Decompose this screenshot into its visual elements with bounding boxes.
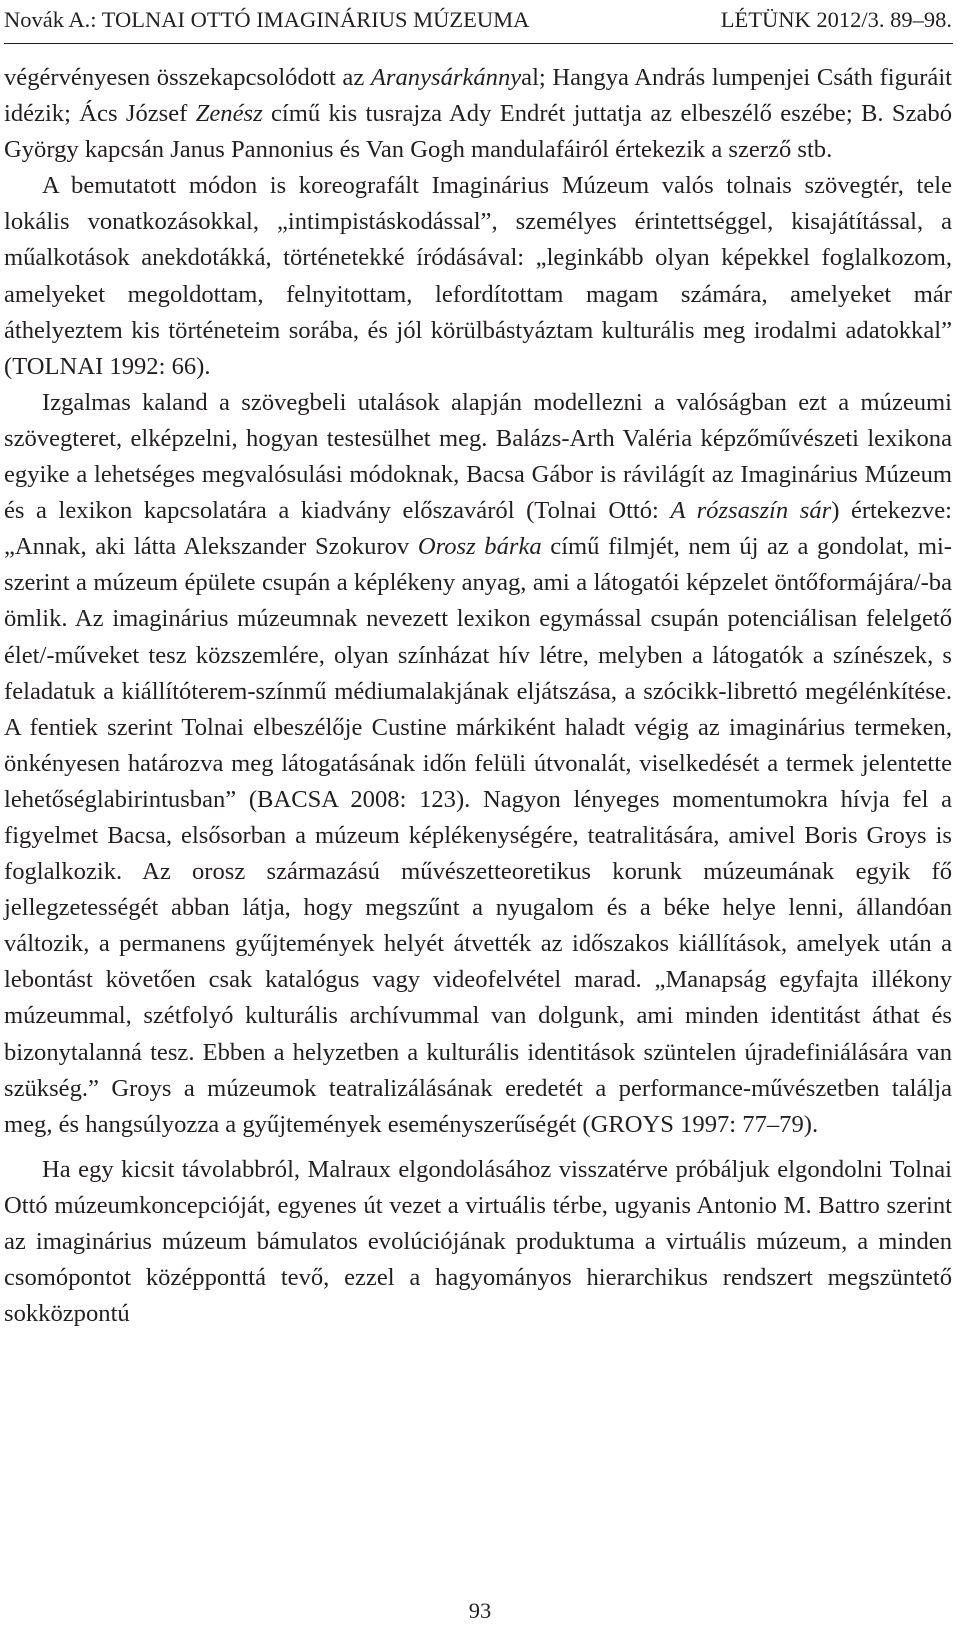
text-run: ) értekezve: „Annak, aki látta Alekszander Szokurov [4,497,952,561]
text-run: Ha egy kicsit távolabbról, Malraux elgondolásához visszatérve próbáljuk elgondolni Tolnai Ottó múzeumkoncepcióját, egyenes út vezet a virtuális térbe, ugyanis Antonio M. Battro szerint az imaginárius múzeum bámulatos evolúciójának produktuma a virtuális múzeum, a minden csomópontot középponttá tevő, ezzel a hagyományos hierarchikus rendszert megszüntető sokközpontú [4,1155,952,1328]
paragraph [4,1152,952,1332]
running-head-journal-ref: LÉTÜNK 2012/3. 89–98. [720,7,952,32]
italic-title: Zenész [195,100,263,128]
header-rule [4,43,953,44]
text-run: al; Hangya András lumpenjei Csáth figuráit idézik; Ács József [4,64,952,128]
body-text [4,60,952,1332]
page-number: 93 [468,1598,492,1623]
running-head [4,5,952,35]
text-run: végérvényesen összekapcsolódott az [4,64,371,91]
paragraph [4,168,952,385]
text-run: című filmjét, nem új az a gondolat, miszerint a múzeum épülete csupán a képlékeny anyag, ami a látogatói képzelet öntőformájára/-ba ömlik. Az imaginárius múzeumnak nevezett lexikon egymással csupán potenciálisan felelgető élet/-műveket tesz közszemlére, olyan színházat hív létre, melyben a látogatók a színészek, s feladatuk a kiállítóterem-színmű médiumalakjának eljátszása, a szócikk-librettó megélénkítése. A fentiek szerint Tolnai elbeszélője Custine márkiként haladt végig az imaginárius termeken, önkényesen határozva meg látogatásának időn felüli útvonalát, viselkedését a termek jelentette lehetőséglabirintusban” (BACSA 2008: 123). Nagyon lényeges momentumokra hívja fel a figyelmet Bacsa, elsősorban a múzeum képlékenységére, teatralitására, amivel Boris Groys is foglalkozik. Az orosz származású művészetteoretikus korunk múzeumának egyik fő jellegzetességét abban látja, hogy megszűnt a nyugalom és a béke helye lenni, állandóan változik, a permanens gyűjtemények helyét átvették az időszakos kiállítások, amelyek után a lebontást követően csak katalógus vagy videofelvétel marad. „Manapság egyfajta illékony múzeummal, szétfolyó kulturális archívummal van dolgunk, ami minden identitást áthat és bizonytalanná tesz. Ebben a helyzetben a kulturális identitások szüntelen újradefiniálására van szükség.” Groys a múzeumok teatralizálásának eredetét a performance-művészetben találja meg, és hangsúlyozza a gyűjtemények eseményszerűségét (GROYS 1997: 77–79). [4,533,952,1138]
text-run: című kis tusrajza Ady Endrét juttatja az elbeszélő eszébe; B. Szabó György kapcsán Janus Pannonius és Van Gogh mandulafáiról értekezik a szerző stb. [4,100,953,164]
paragraph [4,385,952,1143]
text-run: Izgalmas kaland a szövegbeli utalások alapján modellezni a valóságban ezt a múzeumi szövegteret, elképzelni, hogyan testesülhet meg. Balázs-Arth Valéria képzőművészeti lexikona egyike a lehetséges megvalósulási módoknak, Bacsa Gábor is rávilágít az Imaginárius Múzeum és a lexikon kapcsolatára a kiadvány előszaváról (Tolnai Ottó: [4,388,952,525]
paragraph-continued [4,60,952,168]
italic-title: Aranysárkánny [370,64,522,91]
italic-title: Orosz bárka [417,533,542,561]
text-run: A bemutatott módon is koreografált Imaginárius Múzeum valós tolnais szövegtér, tele lokális vonatkozásokkal, „intimpistáskodással”, személyes érintettséggel, kisajátítással, a műalkotások anekdotákká, történetekké íródásával: „leginkább olyan képekkel foglalkozom, amelyeket megoldottam, felnyitottam, lefordítottam magam számára, amelyeket már áthelyeztem kis történeteim sorába, és jól körülbástyáztam kulturális meg irodalmi adatokkal” (TOLNAI 1992: 66). [4,172,952,380]
running-head-author-title: Novák A.: TOLNAI OTTÓ IMAGINÁRIUS MÚZEUMA [4,7,530,32]
italic-title: A rózsaszín sár [670,497,832,525]
